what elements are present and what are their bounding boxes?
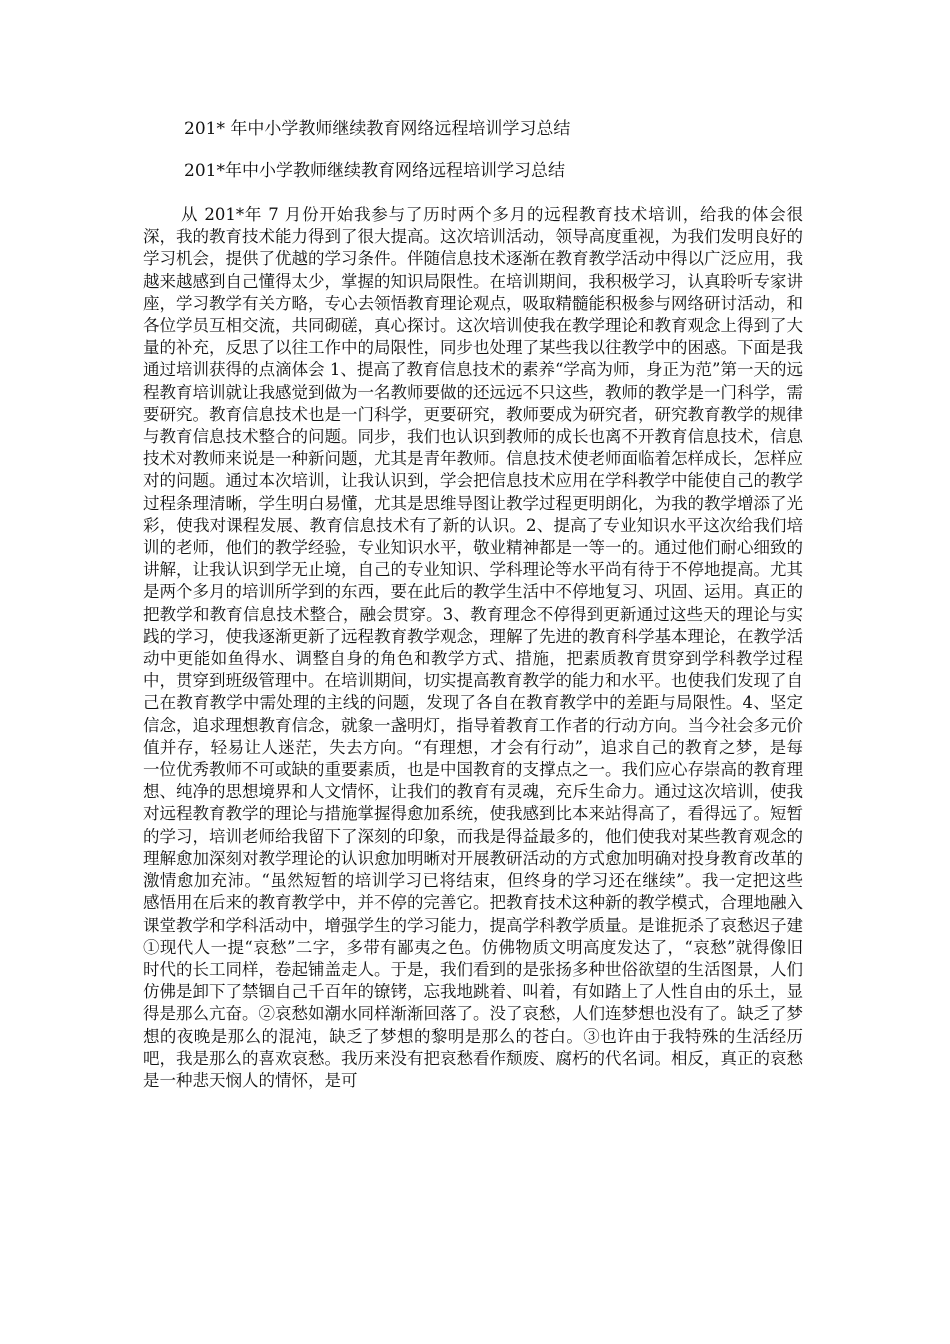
document-body-paragraph: 从 201*年 7 月份开始我参与了历时两个多月的远程教育技术培训，给我的体会很深，我的教育技术能力得到了很大提高。这次培训活动，领导高度重视，为我们发明良好的学习机会，提供了优越的学习条件。伴随信息技术逐渐在教育教学活动中得以广泛应用，我越来越感到自己懂得太少，掌握的知识局限性。在培训期间，我积极学习，认真聆听专家讲座，学习教学有关方略，专心去领悟教育理论观点，吸取精髓能积极参与网络研讨活动，和各位学员互相交流，共同砌磋，真心探讨。这次培训使我在教学理论和教育观念上得到了大量的补充，反思了以往工作中的局限性，同步也处理了某些我以往教学中的困惑。下面是我通过培训获得的点滴体会 1、提高了教育信息技术的素养“学高为师，身正为范”第一天的远程教育培训就让我感觉到做为一名教师要做的还远远不只这些，教师的教学是一门科学，需要研究。教育信息技术也是一门科学，更要研究，教师要成为研究者，研究教育教学的规律与教育信息技术整合的问题。同步，我们也认识到教师的成长也离不开教育信息技术，信息技术对教师来说是一种新问题，尤其是青年教师。信息技术使老师面临着怎样成长，怎样应对的问题。通过本次培训，让我认识到，学会把信息技术应用在学科教学中能使自己的教学过程条理清晰，学生明白易懂，尤其是思维导图让教学过程更明朗化，为我的教学增添了光彩，使我对课程发展、教育信息技术有了新的认识。2、提高了专业知识水平这次给我们培训的老师，他们的教学经验，专业知识水平，敬业精神都是一等一的。通过他们耐心细致的讲解，让我认识到学无止境，自己的专业知识、学科理论等水平尚有待于不停地提高。尤其是两个多月的培训所学到的东西，要在此后的教学生活中不停地复习、巩固、运用。真正的把教学和教育信息技术整合，融会贯穿。3、教育理念不停得到更新通过这些天的理论与实践的学习，使我逐渐更新了远程教育教学观念，理解了先进的教育科学基本理论，在教学活动中更能如鱼得水、调整自身的角色和教学方式、措施，把素质教育贯穿到学科教学过程中，贯穿到班级管理中。在培训期间，切实提高教育教学的能力和水平。也使我们发现了自己在教育教学中需处理的主线的问题，发现了各自在教育教学中的差距与局限性。4、坚定信念，追求理想教育信念，就象一盏明灯，指导着教育工作者的行动方向。当今社会多元价值并存，轻易让人迷茫，失去方向。“有理想，才会有行动”，追求自己的教育之梦，是每一位优秀教师不可或缺的重要素质，也是中国教育的支撑点之一。我们应心存崇高的教育理想、纯净的思想境界和人文情怀，让我们的教育有灵魂，充斥生命力。通过这次培训，使我对远程教育教学的理论与措施掌握得愈加系统，使我感到比本来站得高了，看得远了。短暂的学习，培训老师给我留下了深刻的印象，而我是得益最多的，他们使我对某些教育观念的理解愈加深刻对教学理论的认识愈加明晰对开展教研活动的方式愈加明确对投身教育改革的激情愈加充沛。“虽然短暂的培训学习已将结束，但终身的学习还在继续”。我一定把这些感悟用在后来的教育教学中，并不停的完善它。把教育技术这种新的教学模式，合理地融入课堂教学和学科活动中，增强学生的学习能力，提高学科教学质量。是谁扼杀了哀愁迟子建①现代人一提“哀愁”二字，多带有鄙夷之色。仿佛物质文明高度发达了，“哀愁”就得像旧时代的长工同样，卷起铺盖走人。于是，我们看到的是张扬多种世俗欲望的生活图景，人们仿佛是卸下了禁锢自己千百年的镣铐，忘我地跳着、叫着，有如踏上了人性自由的乐土，显得是那么亢奋。②哀愁如潮水同样渐渐回落了。没了哀愁，人们连梦想也没有了。缺乏了梦想的夜晚是那么的混沌，缺乏了梦想的黎明是那么的苍白。③也许由于我特殊的生活经历吧，我是那么的喜欢哀愁。我历来没有把哀愁看作颓废、腐朽的代名词。相反，真正的哀愁是一种悲天悯人的情怀，是可 — [143, 205, 803, 1090]
document-title-line-2: 201*年中小学教师继续教育网络远程培训学习总结 — [184, 161, 565, 181]
document-title-line-1: 201* 年中小学教师继续教育网络远程培训学习总结 — [184, 119, 571, 139]
